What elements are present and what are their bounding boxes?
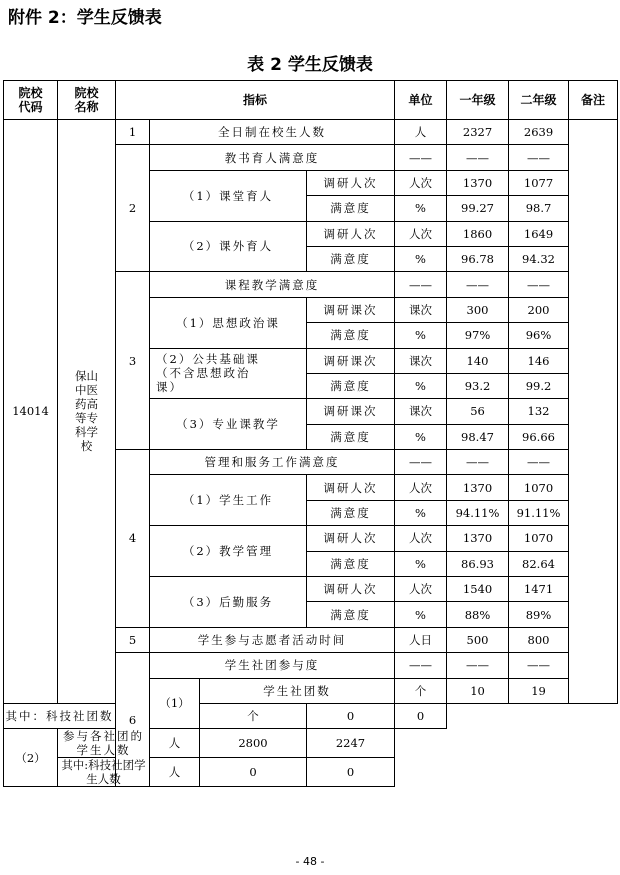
header-unit: 单位 (395, 81, 447, 120)
unit-cell: % (395, 500, 447, 525)
header-row (4, 81, 618, 120)
grade2-value: —— (509, 653, 569, 678)
sub-indicator: （2） (4, 729, 58, 787)
measure-label: 满意度 (307, 373, 395, 398)
grade2-value: 96.66 (509, 424, 569, 449)
header-remark: 备注 (569, 81, 618, 120)
indicator-label: 管理和服务工作满意度 (150, 450, 395, 475)
grade1-value: 99.27 (447, 196, 509, 221)
unit-cell: 人次 (395, 221, 447, 246)
header-grade1: 一年级 (447, 81, 509, 120)
grade2-value: —— (509, 145, 569, 170)
measure-label: 满意度 (307, 424, 395, 449)
sub-indicator: （2）教学管理 (150, 526, 307, 577)
unit-cell: % (395, 373, 447, 398)
unit-cell: 人 (150, 729, 200, 758)
unit-cell: % (395, 424, 447, 449)
grade1-value: 1370 (447, 475, 509, 500)
measure-label: 其中：科技社团数 (4, 703, 116, 728)
row-number: 3 (116, 272, 150, 450)
grade1-value: 1370 (447, 526, 509, 551)
measure-label: 调研课次 (307, 348, 395, 373)
grade2-value: —— (509, 272, 569, 297)
measure-label: 满意度 (307, 551, 395, 576)
grade2-value: 0 (395, 703, 447, 728)
student-feedback-table (3, 80, 618, 787)
sub-indicator: （1）学生工作 (150, 475, 307, 526)
grade2-value: 1471 (509, 577, 569, 602)
grade1-value: 1860 (447, 221, 509, 246)
unit-cell: 人 (395, 120, 447, 145)
grade1-value: —— (447, 145, 509, 170)
indicator-label: 学生社团参与度 (150, 653, 395, 678)
sub-indicator: （3）专业课教学 (150, 399, 307, 450)
grade2-value: 98.7 (509, 196, 569, 221)
unit-cell: % (395, 551, 447, 576)
grade2-value: 91.11% (509, 500, 569, 525)
indicator-label: 学生参与志愿者活动时间 (150, 627, 395, 652)
table-row (4, 758, 618, 787)
unit-cell: —— (395, 145, 447, 170)
grade1-value: 86.93 (447, 551, 509, 576)
grade1-value: 96.78 (447, 246, 509, 271)
table-row (4, 120, 618, 145)
grade1-value: —— (447, 272, 509, 297)
row-number: 6 (116, 653, 150, 787)
indicator-label: 全日制在校生人数 (150, 120, 395, 145)
unit-cell: 人 (150, 758, 200, 787)
measure-label: 调研人次 (307, 526, 395, 551)
grade2-value: 19 (509, 678, 569, 703)
unit-cell: 人次 (395, 170, 447, 195)
grade1-value: 0 (200, 758, 307, 787)
header-grade2: 二年级 (509, 81, 569, 120)
grade1-value: 300 (447, 297, 509, 322)
header-school-code: 院校 代码 (4, 81, 58, 120)
grade1-value: 93.2 (447, 373, 509, 398)
unit-cell: % (395, 323, 447, 348)
grade1-value: 500 (447, 627, 509, 652)
unit-cell: % (395, 246, 447, 271)
grade1-value: 88% (447, 602, 509, 627)
row-number: 4 (116, 450, 150, 628)
row-number: 2 (116, 145, 150, 272)
page-number: - 48 - (295, 855, 325, 868)
unit-cell: —— (395, 450, 447, 475)
grade1-value: 2327 (447, 120, 509, 145)
row-number: 1 (116, 120, 150, 145)
unit-cell: 课次 (395, 297, 447, 322)
grade1-value: 98.47 (447, 424, 509, 449)
sub-indicator: （2）课外育人 (150, 221, 307, 272)
unit-cell: 个 (200, 703, 307, 728)
grade2-value: 96% (509, 323, 569, 348)
grade1-value: 97% (447, 323, 509, 348)
sub-indicator: （3）后勤服务 (150, 577, 307, 628)
row-number: 5 (116, 627, 150, 652)
unit-cell: 个 (395, 678, 447, 703)
grade2-value: 2639 (509, 120, 569, 145)
grade2-value: 800 (509, 627, 569, 652)
unit-cell: 人次 (395, 475, 447, 500)
grade1-value: —— (447, 450, 509, 475)
header-indicator: 指标 (116, 81, 395, 120)
grade1-value: 1540 (447, 577, 509, 602)
unit-cell: 课次 (395, 348, 447, 373)
measure-label: 其中:科技社团学生人数 (58, 758, 150, 787)
measure-label: 调研课次 (307, 297, 395, 322)
sub-indicator: （2）公共基础课 （不含思想政治 课） (150, 348, 307, 399)
measure-label: 满意度 (307, 500, 395, 525)
measure-label: 参与各社团的学生人数 (58, 729, 150, 758)
unit-cell: 人次 (395, 577, 447, 602)
attachment-title: 附件 2：学生反馈表 (8, 8, 162, 28)
unit-cell: 课次 (395, 399, 447, 424)
grade2-value: 146 (509, 348, 569, 373)
sub-indicator: （1）课堂育人 (150, 170, 307, 221)
grade1-value: 10 (447, 678, 509, 703)
measure-label: 满意度 (307, 323, 395, 348)
unit-cell: —— (395, 272, 447, 297)
indicator-label: 教书育人满意度 (150, 145, 395, 170)
unit-cell: —— (395, 653, 447, 678)
grade2-value: 0 (307, 758, 395, 787)
measure-label: 满意度 (307, 602, 395, 627)
table-row (4, 703, 618, 728)
measure-label: 调研课次 (307, 399, 395, 424)
grade2-value: 1649 (509, 221, 569, 246)
measure-label: 调研人次 (307, 170, 395, 195)
measure-label: 满意度 (307, 196, 395, 221)
grade2-value: 132 (509, 399, 569, 424)
remark-cell (569, 120, 618, 704)
unit-cell: 人日 (395, 627, 447, 652)
grade1-value: —— (447, 653, 509, 678)
grade2-value: 1077 (509, 170, 569, 195)
measure-label: 调研人次 (307, 221, 395, 246)
grade1-value: 1370 (447, 170, 509, 195)
table-title: 表 2 学生反馈表 (247, 55, 373, 75)
grade2-value: 94.32 (509, 246, 569, 271)
school-code: 14014 (4, 120, 58, 704)
indicator-label: 课程教学满意度 (150, 272, 395, 297)
unit-cell: % (395, 196, 447, 221)
header-school-name: 院校 名称 (58, 81, 116, 120)
school-name: 保山 中医 药高 等专 科学 校 (58, 120, 116, 704)
unit-cell: 人次 (395, 526, 447, 551)
sub-indicator: （1） (150, 678, 200, 729)
grade2-value: 99.2 (509, 373, 569, 398)
sub-indicator: （1）思想政治课 (150, 297, 307, 348)
grade1-value: 56 (447, 399, 509, 424)
measure-label: 调研人次 (307, 475, 395, 500)
grade1-value: 0 (307, 703, 395, 728)
grade2-value: 89% (509, 602, 569, 627)
grade1-value: 94.11% (447, 500, 509, 525)
grade2-value: 82.64 (509, 551, 569, 576)
measure-label: 满意度 (307, 246, 395, 271)
unit-cell: % (395, 602, 447, 627)
grade2-value: —— (509, 450, 569, 475)
measure-label: 调研人次 (307, 577, 395, 602)
grade1-value: 140 (447, 348, 509, 373)
grade2-value: 1070 (509, 475, 569, 500)
grade2-value: 1070 (509, 526, 569, 551)
grade2-value: 2247 (307, 729, 395, 758)
table-row (4, 729, 618, 758)
grade1-value: 2800 (200, 729, 307, 758)
grade2-value: 200 (509, 297, 569, 322)
measure-label: 学生社团数 (200, 678, 395, 703)
